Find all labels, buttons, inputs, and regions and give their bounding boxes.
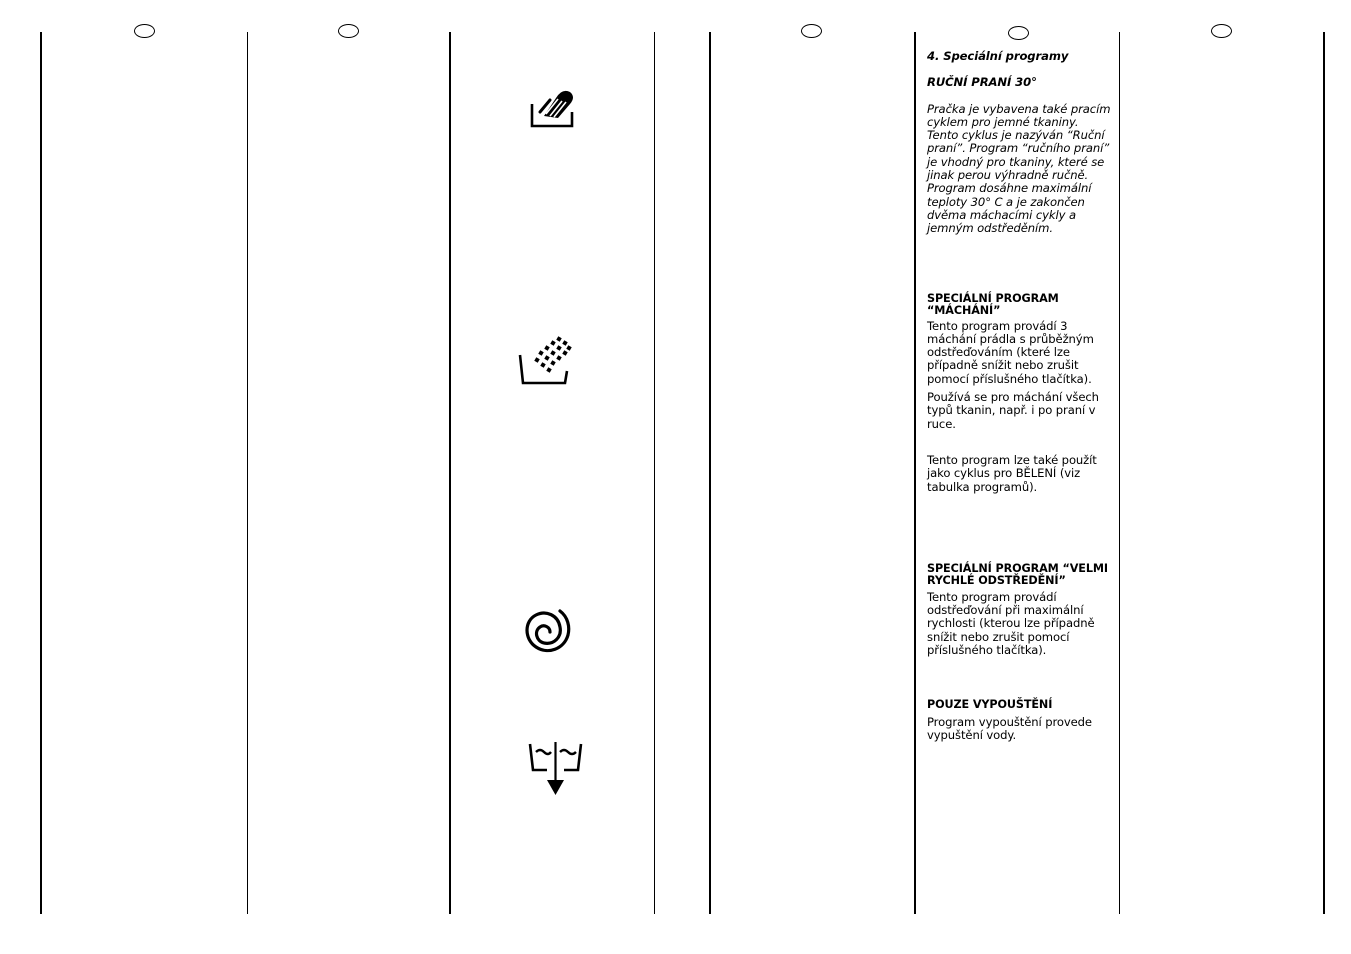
- spin-heading: SPECIÁLNÍ PROGRAM “VELMI RYCHLÉ ODSTŘEDĚNÍ”: [927, 561, 1108, 588]
- spin-paragraph: Tento program provádí odstřeďování při maximální rychlosti (kterou lze případně snížit nebo zrušit pomocí příslušného tlačítka).: [927, 589, 1095, 658]
- rinse-icon: [517, 335, 575, 387]
- rinse-paragraph: Tento program provádí 3 máchání prádla s průběžným odstřeďováním (které lze případně snížit nebo zrušit pomocí příslušného tlačítka).: [927, 318, 1094, 386]
- hand-wash-icon: [528, 84, 578, 130]
- drain-paragraph: Program vypouštění provede vypuštění vody.: [927, 714, 1092, 743]
- language-oval: [134, 24, 155, 38]
- rinse-paragraph: Používá se pro máchání všech typů tkanin, např. i po praní v ruce.: [927, 390, 1099, 431]
- column-divider: [1119, 32, 1120, 914]
- column-divider: [40, 32, 42, 914]
- column-divider: [247, 32, 248, 914]
- language-oval: [1008, 26, 1029, 40]
- spin-icon: [522, 605, 572, 655]
- column-divider: [449, 32, 451, 914]
- special-programs-text: [927, 50, 1113, 742]
- column-divider: [1323, 32, 1325, 914]
- column-divider: [914, 32, 916, 914]
- hand-wash-heading: RUČNÍ PRANÍ 30°: [927, 75, 1037, 90]
- column-divider: [654, 32, 655, 914]
- language-oval: [801, 24, 822, 38]
- language-oval: [1211, 24, 1232, 38]
- drain-icon: [527, 740, 585, 798]
- language-oval: [338, 24, 359, 38]
- rinse-paragraph: Tento program lze také použít jako cyklus pro BĚLENÍ (viz tabulka programů).: [927, 452, 1097, 494]
- hand-wash-description: Pračka je vybavena také pracím cyklem pro jemné tkaniny. Tento cyklus je nazýván “Ruční praní”. Program “ručního praní” je vhodný pro tkaniny, které se jinak perou výhradně ručně. Program dosáhne maximální teploty 30° C a je zakončen dvěma máchacími cykly a jemným odstředěním.: [927, 101, 1111, 236]
- column-divider: [709, 32, 711, 914]
- drain-heading: POUZE VYPOUŠTĚNÍ: [927, 698, 1053, 712]
- section-title: 4. Speciální programy: [927, 49, 1069, 63]
- rinse-heading: SPECIÁLNÍ PROGRAM “MÁCHÁNÍ”: [927, 291, 1059, 318]
